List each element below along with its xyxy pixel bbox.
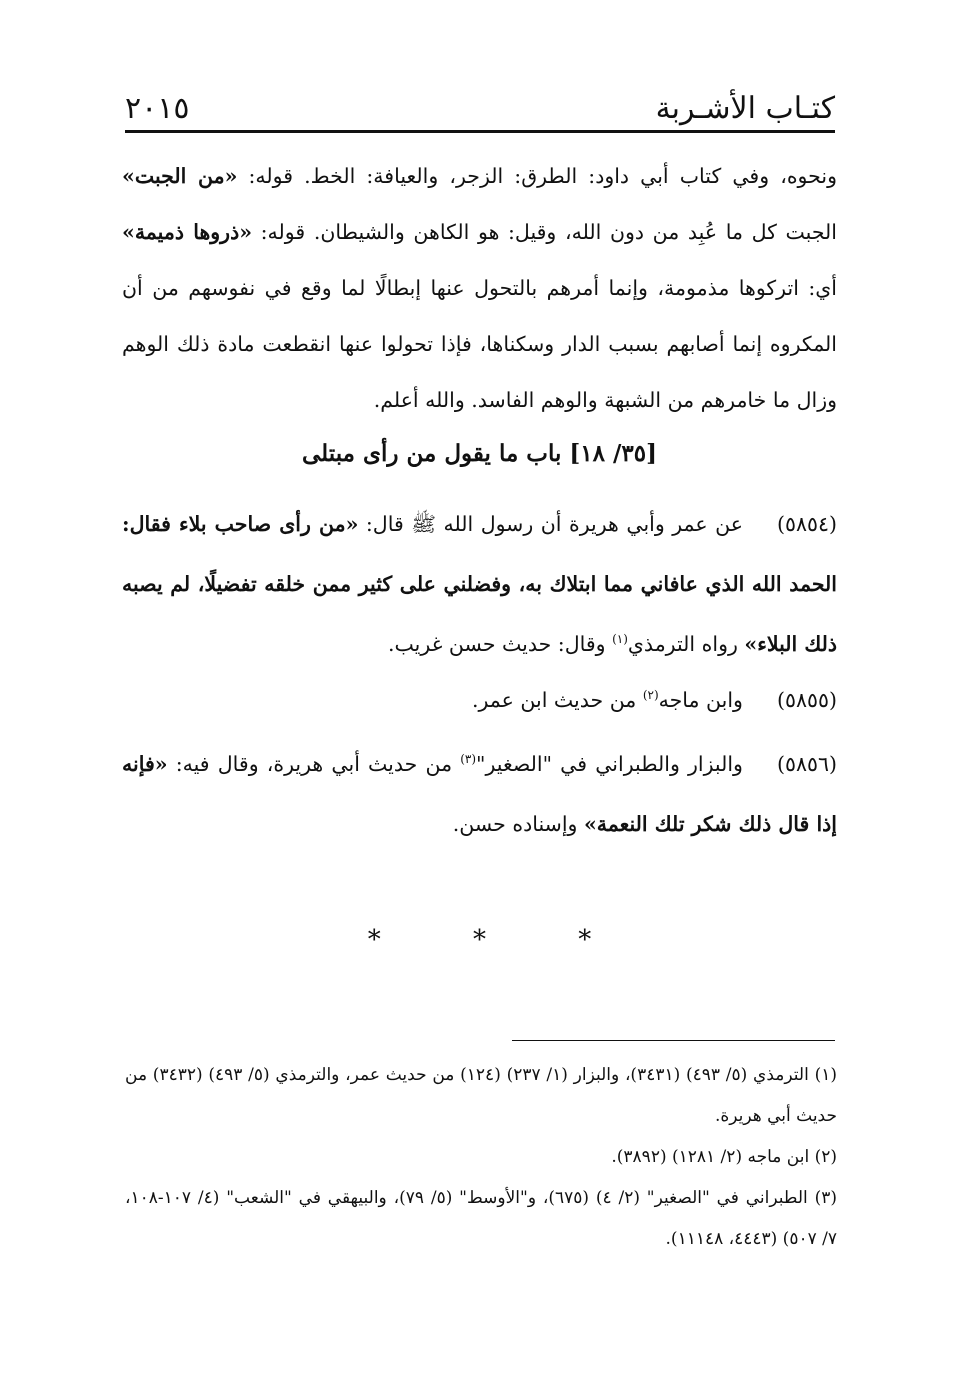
text-span: وإسناده حسن. [452,812,584,836]
quote-span: «ذروها ذميمة» [122,220,253,244]
footnotes [125,1055,837,1260]
footnote-ref[interactable]: (٣) [460,752,477,767]
section-heading: [٣٥/ ١٨] باب ما يقول من رأى مبتلى [301,440,657,467]
footnote-1: (١) الترمذي (٥/ ٤٩٣) (٣٤٣١)، والبزار (١/ ٢٣٧) (١٢٤) من حديث عمر، والترمذي (٥/ ٤٩٣) (٣٤٣٢) من حديث أبي هريرة. [125,1065,837,1126]
page-number: ٢٠١٥ [125,91,190,126]
hadith-5856 [122,734,837,854]
running-header [125,82,835,133]
text-span: والبزار والطبراني في "الصغير" [476,752,743,776]
footnote-divider [512,1040,835,1041]
text-span: رواه الترمذي [627,632,745,656]
commentary-paragraph [122,148,837,428]
text-span: من حديث ابن عمر. [471,688,643,712]
text-span: ونحوه، وفي كتاب أبي داود: الطرق: الزجر، والعيافة: الخط. قوله: [237,164,837,188]
quote-span: «فإنه إذا قال ذلك شكر تلك النعمة» [122,752,837,836]
commentary-text [122,148,837,428]
section-separator: * * * [367,925,634,955]
hadith-number: (٥٨٥٦) [776,752,837,776]
text-span: أي: اتركوها مذمومة، وإنما أمرهم بالتحول عنها إبطالًا لما وقع في نفوسهم من أن المكروه إنما أصابهم بسبب الدار وسكناها، فإذا تحولوا عنها انقطعت مادة ذلك الوهم وزال ما خامرهم من الشبهة والوهم الفاسد. والله أعلم. [122,276,837,412]
text-span: عن عمر وأبي هريرة أن رسول الله ﷺ قال: [358,512,743,536]
text-span: من حديث أبي هريرة، وقال فيه: [167,752,461,776]
text-span: وقال: حديث حسن غريب. [388,632,613,656]
hadith-5854 [122,494,837,674]
text-span: وابن ماجه [658,688,743,712]
chapter-title: كتـاب الأشـربة [655,91,835,126]
text-span: الجبت كل ما عُبِد من دون الله، وقيل: هو الكاهن والشيطان. قوله: [252,220,837,244]
footnote-ref[interactable]: (١) [612,632,628,647]
quote-span: «من الجبت» [122,164,238,188]
hadith-number: (٥٨٥٤) [776,512,838,536]
footnote-3: (٣) الطبراني في "الصغير" (٢/ ٤) (٦٧٥)، و"الأوسط" (٥/ ٧٩)، والبيهقي في "الشعب" (٤/ ١٠٧-١٠٨، ٧/ ٥٠٧) (٤٤٤٣، ١١١٤٨). [125,1188,837,1249]
quote-span: «من رأى صاحب بلاء فقال: الحمد الله الذي عافاني مما ابتلاك به، وفضلني على كثير ممن خلقه تفضيلًا، لم يصبه ذلك البلاء» [122,512,837,656]
footnote-2: (٢) ابن ماجه (٢/ ١٢٨١) (٣٨٩٢). [611,1147,837,1167]
footnote-ref[interactable]: (٢) [642,688,659,703]
hadith-5855 [122,670,837,730]
hadith-number: (٥٨٥٥) [776,688,837,712]
